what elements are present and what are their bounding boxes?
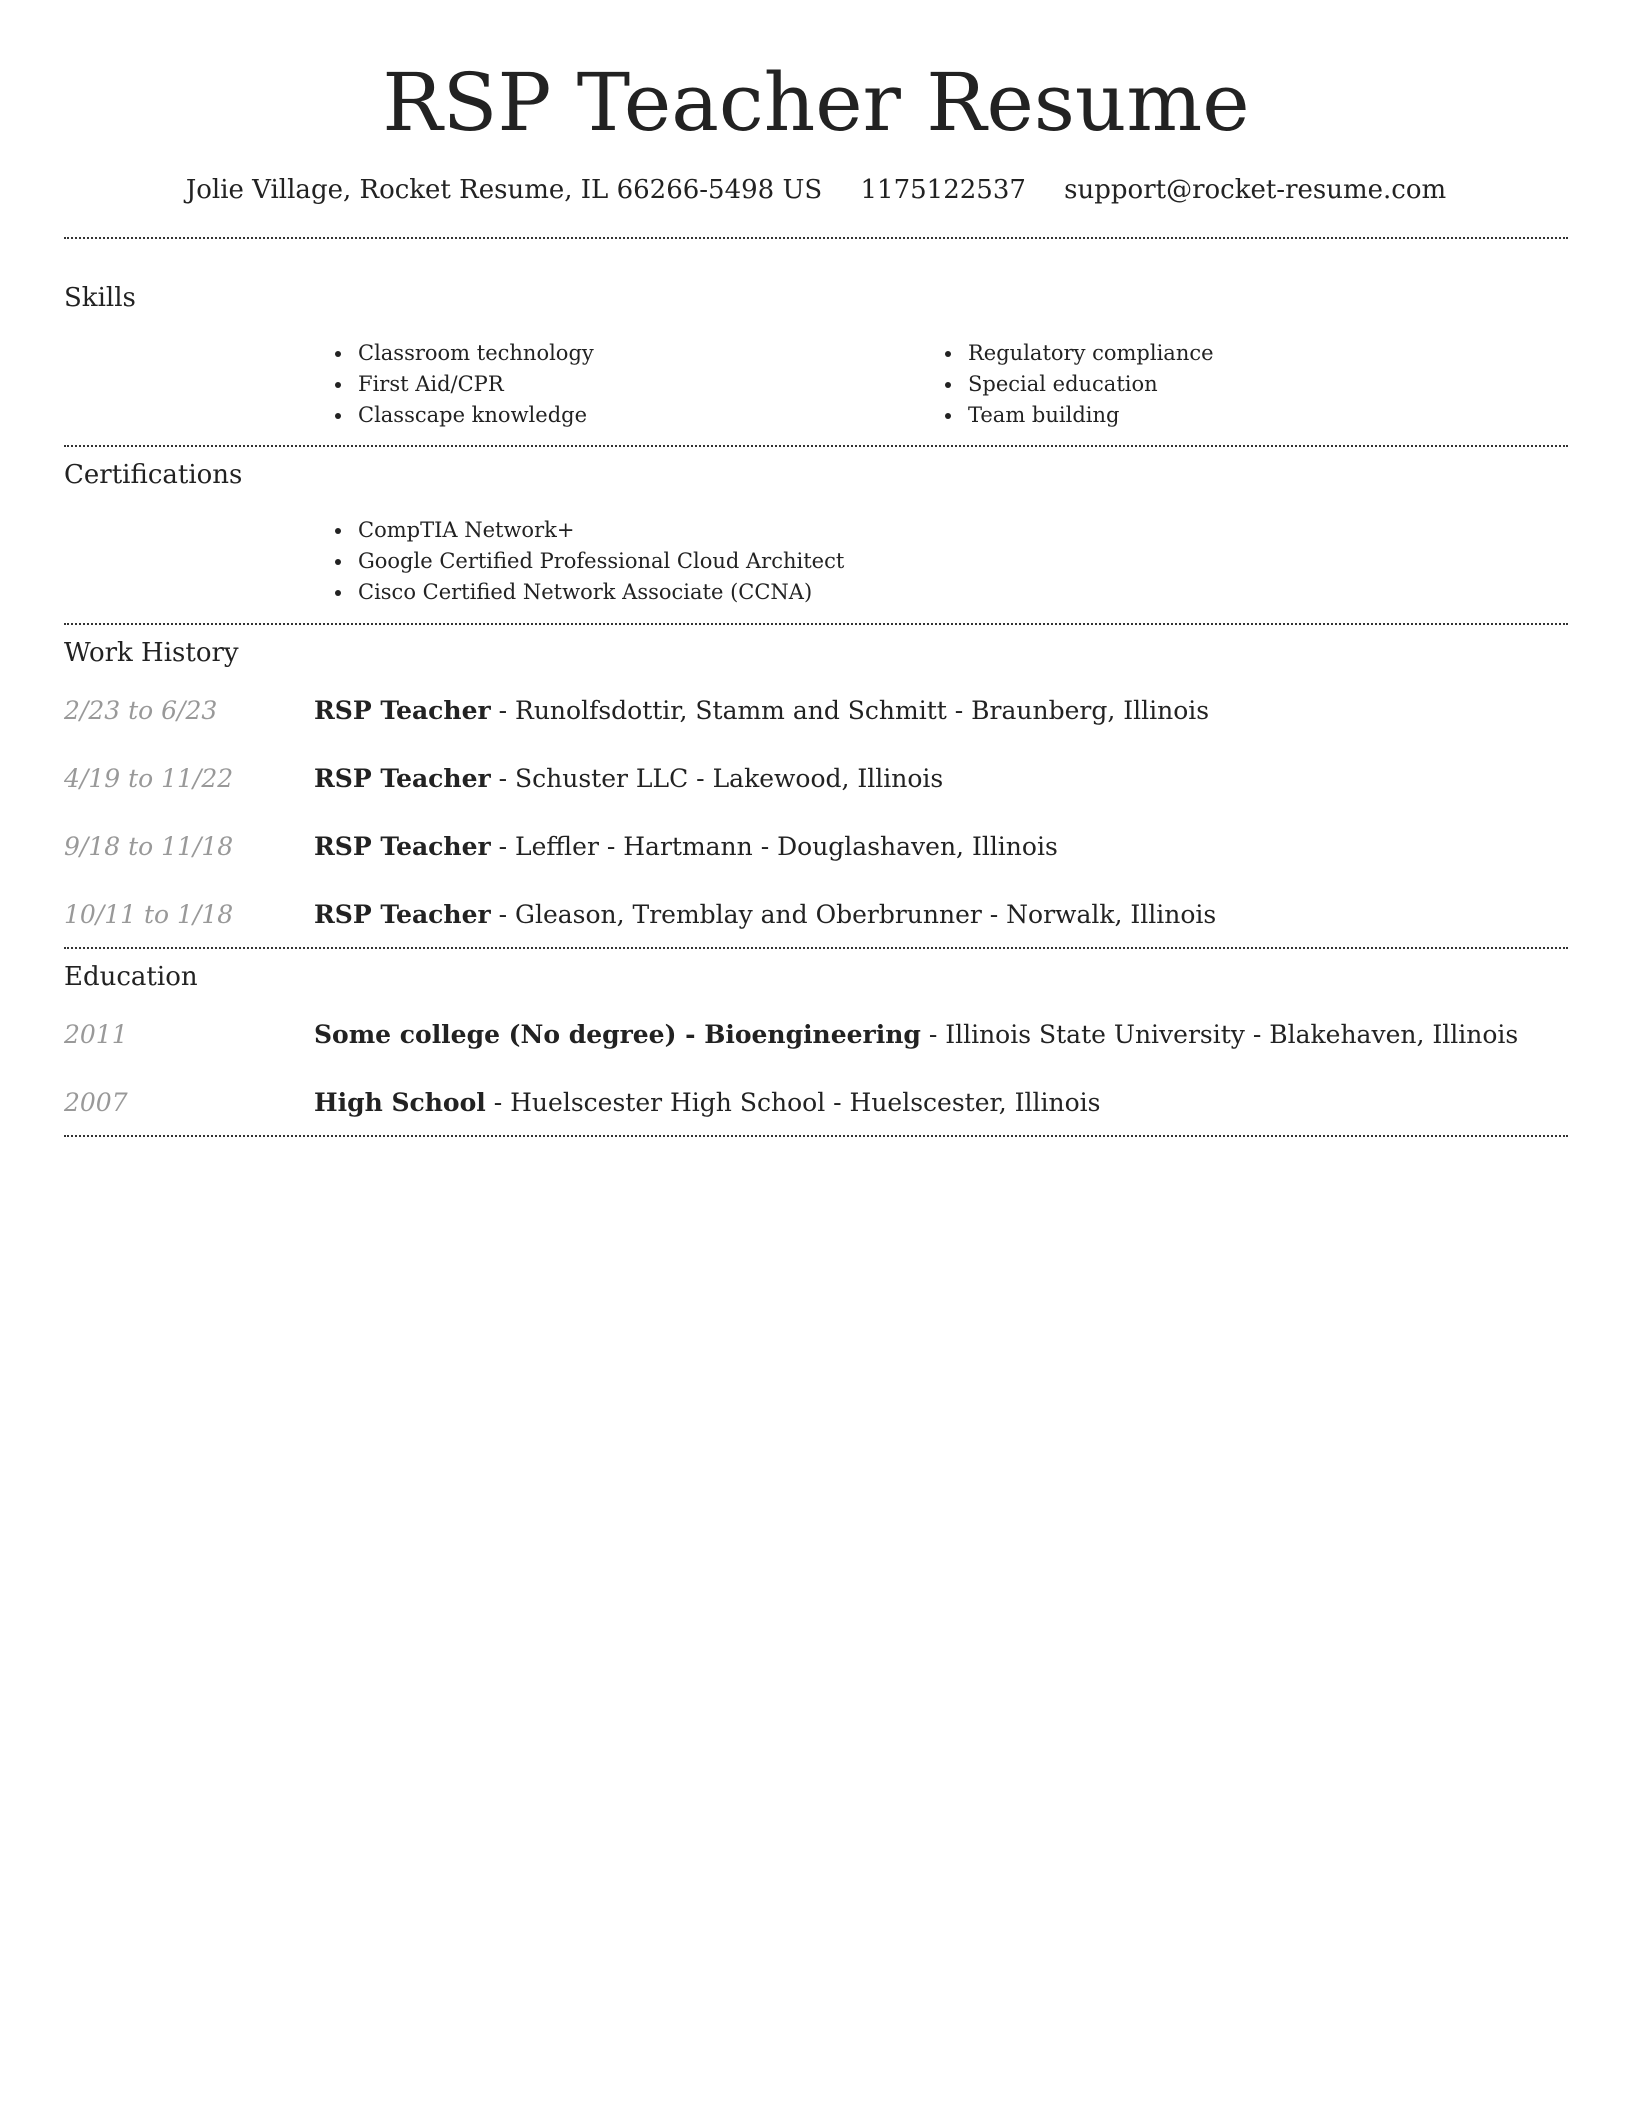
education-degree: Some college (No degree) - Bioengineering — [314, 1020, 921, 1049]
contact-phone: 1175122537 — [860, 175, 1026, 205]
skills-list-right — [938, 338, 1524, 431]
job-dates: 10/11 to 1/18 — [64, 900, 234, 929]
education-heading: Education — [64, 962, 198, 992]
education-degree: High School — [314, 1088, 486, 1117]
contact-line — [0, 170, 1632, 210]
divider — [64, 1135, 1568, 1137]
work-history-heading: Work History — [64, 638, 239, 668]
education-year: 2007 — [64, 1088, 128, 1117]
job-dates: 2/23 to 6/23 — [64, 696, 218, 725]
resume-name: RSP Teacher Resume — [382, 56, 1250, 149]
job-details: - Leffler - Hartmann - Douglashaven, Illinois — [490, 832, 1058, 861]
job-details: - Runolfsdottir, Stamm and Schmitt - Braunberg, Illinois — [490, 696, 1210, 725]
education-year: 2011 — [64, 1020, 128, 1049]
job-details: - Schuster LLC - Lakewood, Illinois — [490, 764, 944, 793]
skill-item: • Classroom technology — [354, 338, 914, 369]
divider — [64, 947, 1568, 949]
education-entry — [314, 1017, 1518, 1053]
contact-address: Jolie Village, Rocket Resume, IL 66266-5498 US — [185, 175, 823, 205]
job-dates: 9/18 to 11/18 — [64, 832, 234, 861]
divider — [64, 237, 1568, 239]
education-entry — [314, 1085, 1100, 1121]
job-title: RSP Teacher — [314, 764, 491, 793]
job-title: RSP Teacher — [314, 900, 491, 929]
job-details: - Gleason, Tremblay and Oberbrunner - Norwalk, Illinois — [490, 900, 1217, 929]
certification-item: • CompTIA Network+ — [354, 515, 1254, 546]
education-details: - Illinois State University - Blakehaven, Illinois — [920, 1020, 1519, 1049]
job-dates: 4/19 to 11/22 — [64, 764, 234, 793]
certification-item: • Google Certified Professional Cloud Architect — [354, 546, 1254, 577]
job-entry — [314, 829, 1058, 865]
certification-item: • Cisco Certified Network Associate (CCNA) — [354, 577, 1254, 608]
job-entry — [314, 693, 1209, 729]
job-entry — [314, 897, 1216, 933]
skill-item: • Classcape knowledge — [354, 400, 914, 431]
education-details: - Huelscester High School - Huelscester, Illinois — [485, 1088, 1101, 1117]
divider — [64, 445, 1568, 447]
contact-email: support@rocket-resume.com — [1064, 175, 1447, 205]
certifications-list — [328, 515, 1254, 608]
skill-item: • Regulatory compliance — [964, 338, 1524, 369]
skill-item: • First Aid/CPR — [354, 369, 914, 400]
job-title: RSP Teacher — [314, 832, 491, 861]
job-title: RSP Teacher — [314, 696, 491, 725]
skills-list-left — [328, 338, 914, 431]
job-entry — [314, 761, 943, 797]
skills-heading: Skills — [64, 283, 136, 313]
certifications-heading: Certifications — [64, 460, 243, 490]
skill-item: • Team building — [964, 400, 1524, 431]
skill-item: • Special education — [964, 369, 1524, 400]
divider — [64, 623, 1568, 625]
